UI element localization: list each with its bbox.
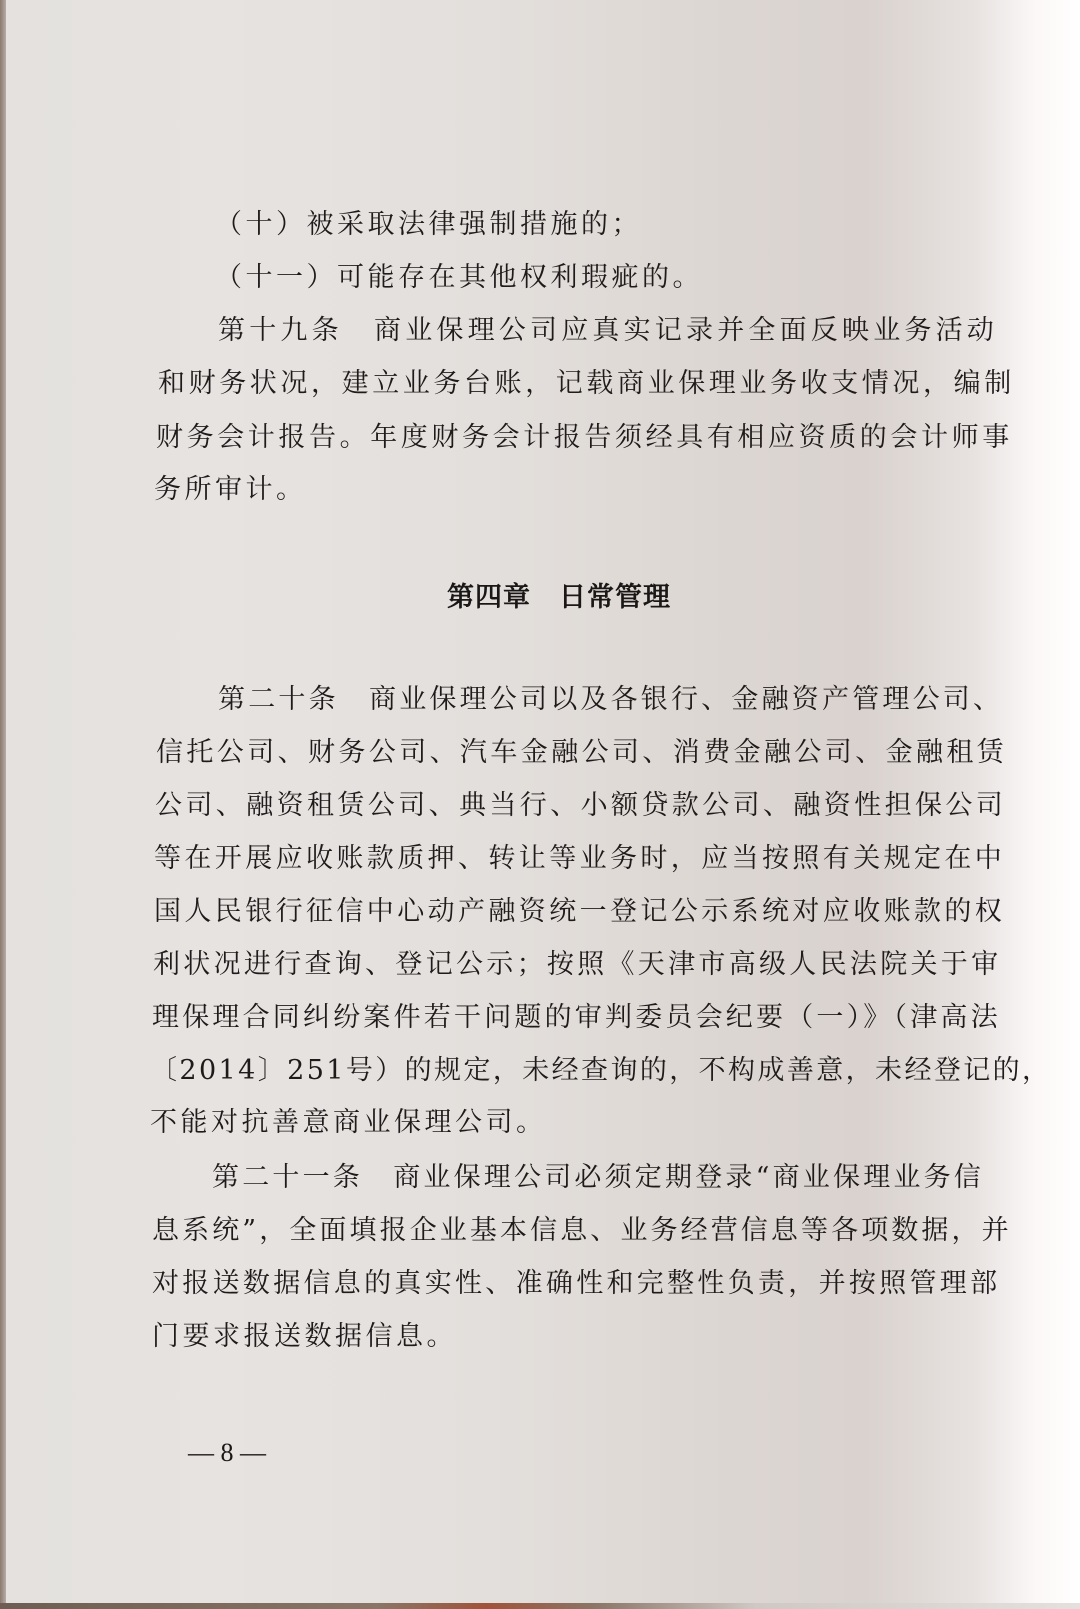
list-item-label: （十） xyxy=(215,209,307,240)
list-item-text: 被采取法律强制措施的； xyxy=(306,209,642,240)
article-line: 第二十一条 商业保理公司必须定期登录“商业保理业务信 xyxy=(212,1162,985,1193)
article-line: 第十九条 商业保理公司应真实记录并全面反映业务活动 xyxy=(218,315,998,346)
list-item-10 xyxy=(215,205,642,245)
page-number: — 8 — xyxy=(188,1438,266,1467)
article-line: 〔2014〕251号）的规定，未经查询的，不构成善意，未经登记的， xyxy=(150,1055,1052,1086)
article-line: 等在开展应收账款质押、转让等业务时，应当按照有关规定在中 xyxy=(154,843,1006,874)
article-line: 第二十条 商业保理公司以及各银行、金融资产管理公司、 xyxy=(218,684,1004,715)
chapter-title: 第四章 日常管理 xyxy=(447,582,671,613)
list-item-label: （十一） xyxy=(215,262,337,293)
article-line: 理保理合同纠纷案件若干问题的审判委员会纪要（一）》（津高法 xyxy=(152,1002,1001,1033)
article-line: 和财务状况，建立业务台账，记载商业保理业务收支情况，编制 xyxy=(158,368,1015,399)
list-item-text: 可能存在其他权利瑕疵的。 xyxy=(337,262,703,293)
article-line: 对报送数据信息的真实性、准确性和完整性负责，并按照管理部 xyxy=(152,1268,1001,1299)
article-line: 不能对抗善意商业保理公司。 xyxy=(150,1107,547,1138)
article-line: 公司、融资租赁公司、典当行、小额贷款公司、融资性担保公司 xyxy=(155,790,1007,821)
article-line: 国人民银行征信中心动产融资统一登记公示系统对应收账款的权 xyxy=(154,896,1006,927)
article-line: 息系统”，全面填报企业基本信息、业务经营信息等各项数据，并 xyxy=(152,1215,1012,1246)
article-line: 门要求报送数据信息。 xyxy=(152,1321,457,1352)
article-line: 信托公司、财务公司、汽车金融公司、消费金融公司、金融租赁 xyxy=(156,737,1008,768)
list-item-11 xyxy=(215,258,703,298)
article-line: 利状况进行查询、登记公示；按照《天津市高级人民法院关于审 xyxy=(153,949,1002,980)
article-line: 财务会计报告。年度财务会计报告须经具有相应资质的会计师事 xyxy=(156,422,1013,453)
article-line: 务所审计。 xyxy=(154,474,307,505)
